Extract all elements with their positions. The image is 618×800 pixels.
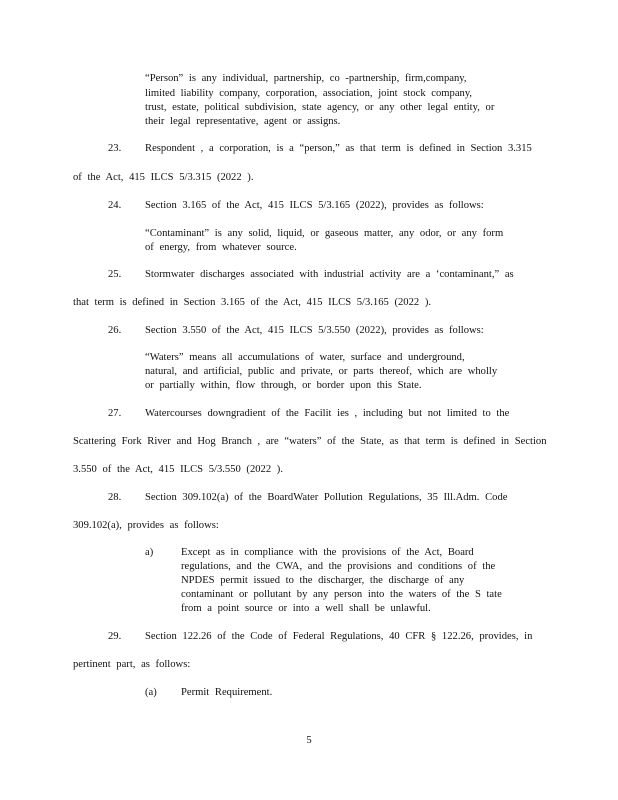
paragraph-27-line: 3.550 of the Act, 415 ILCS 5/3.550 (2022 ). <box>73 464 283 475</box>
subsection-a-line: Except as in compliance with the provisions of the Act, Board <box>181 547 474 558</box>
waters-definition-line: or partially within, flow through, or border upon this State. <box>145 380 422 391</box>
paragraph-28-line: 309.102(a), provides as follows: <box>73 520 219 531</box>
subsection-a-line: contaminant or pollutant by any person into the waters of the S tate <box>181 589 502 600</box>
paragraph-number-23: 23. <box>108 143 122 154</box>
person-definition-line: “Person” is any individual, partnership, co -partnership, firm,company, <box>145 73 467 84</box>
subsection-label-paren-a: (a) <box>145 687 157 698</box>
paragraph-27-line: Watercourses downgradient of the Facilit ies , including but not limited to the <box>145 408 510 419</box>
subsection-a-line: NPDES permit issued to the discharger, the discharge of any <box>181 575 465 586</box>
contaminant-definition-line: “Contaminant” is any solid, liquid, or gaseous matter, any odor, or any form <box>145 228 504 239</box>
paragraph-number-25: 25. <box>108 269 122 280</box>
page-number: 5 <box>306 735 312 746</box>
paragraph-number-27: 27. <box>108 408 122 419</box>
paragraph-23-line: of the Act, 415 ILCS 5/3.315 (2022 ). <box>73 172 254 183</box>
paragraph-number-24: 24. <box>108 200 122 211</box>
paragraph-29-line: pertinent part, as follows: <box>73 659 191 670</box>
paragraph-27-line: Scattering Fork River and Hog Branch , are “waters” of the State, as that term is defined in Section <box>73 436 547 447</box>
paragraph-number-28: 28. <box>108 492 122 503</box>
subsection-label-a: a) <box>145 547 154 558</box>
contaminant-definition-line: of energy, from whatever source. <box>145 242 297 253</box>
paragraph-number-29: 29. <box>108 631 122 642</box>
paragraph-25-line: that term is defined in Section 3.165 of the Act, 415 ILCS 5/3.165 (2022 ). <box>73 297 432 308</box>
paragraph-28-line: Section 309.102(a) of the BoardWater Pollution Regulations, 35 Ill.Adm. Code <box>145 492 508 503</box>
paragraph-24-line: Section 3.165 of the Act, 415 ILCS 5/3.165 (2022), provides as follows: <box>145 200 484 211</box>
subsection-a-line: from a point source or into a well shall be unlawful. <box>181 603 431 614</box>
paragraph-29-line: Section 122.26 of the Code of Federal Regulations, 40 CFR § 122.26, provides, in <box>145 631 533 642</box>
subsection-a-line: regulations, and the CWA, and the provisions and conditions of the <box>181 561 496 572</box>
paragraph-number-26: 26. <box>108 325 122 336</box>
paragraph-26-line: Section 3.550 of the Act, 415 ILCS 5/3.550 (2022), provides as follows: <box>145 325 484 336</box>
person-definition-line: their legal representative, agent or assigns. <box>145 116 341 127</box>
waters-definition-line: natural, and artificial, public and private, or parts thereof, which are wholly <box>145 366 498 377</box>
permit-requirement-heading: Permit Requirement. <box>181 687 273 698</box>
waters-definition-line: “Waters” means all accumulations of water, surface and underground, <box>145 352 465 363</box>
person-definition-line: limited liability company, corporation, association, joint stock company, <box>145 88 473 99</box>
person-definition-line: trust, estate, political subdivision, state agency, or any other legal entity, or <box>145 102 495 113</box>
paragraph-23-line: Respondent , a corporation, is a “person,” as that term is defined in Section 3.315 <box>145 143 532 154</box>
paragraph-25-line: Stormwater discharges associated with industrial activity are a ‘contaminant,” as <box>145 269 514 280</box>
